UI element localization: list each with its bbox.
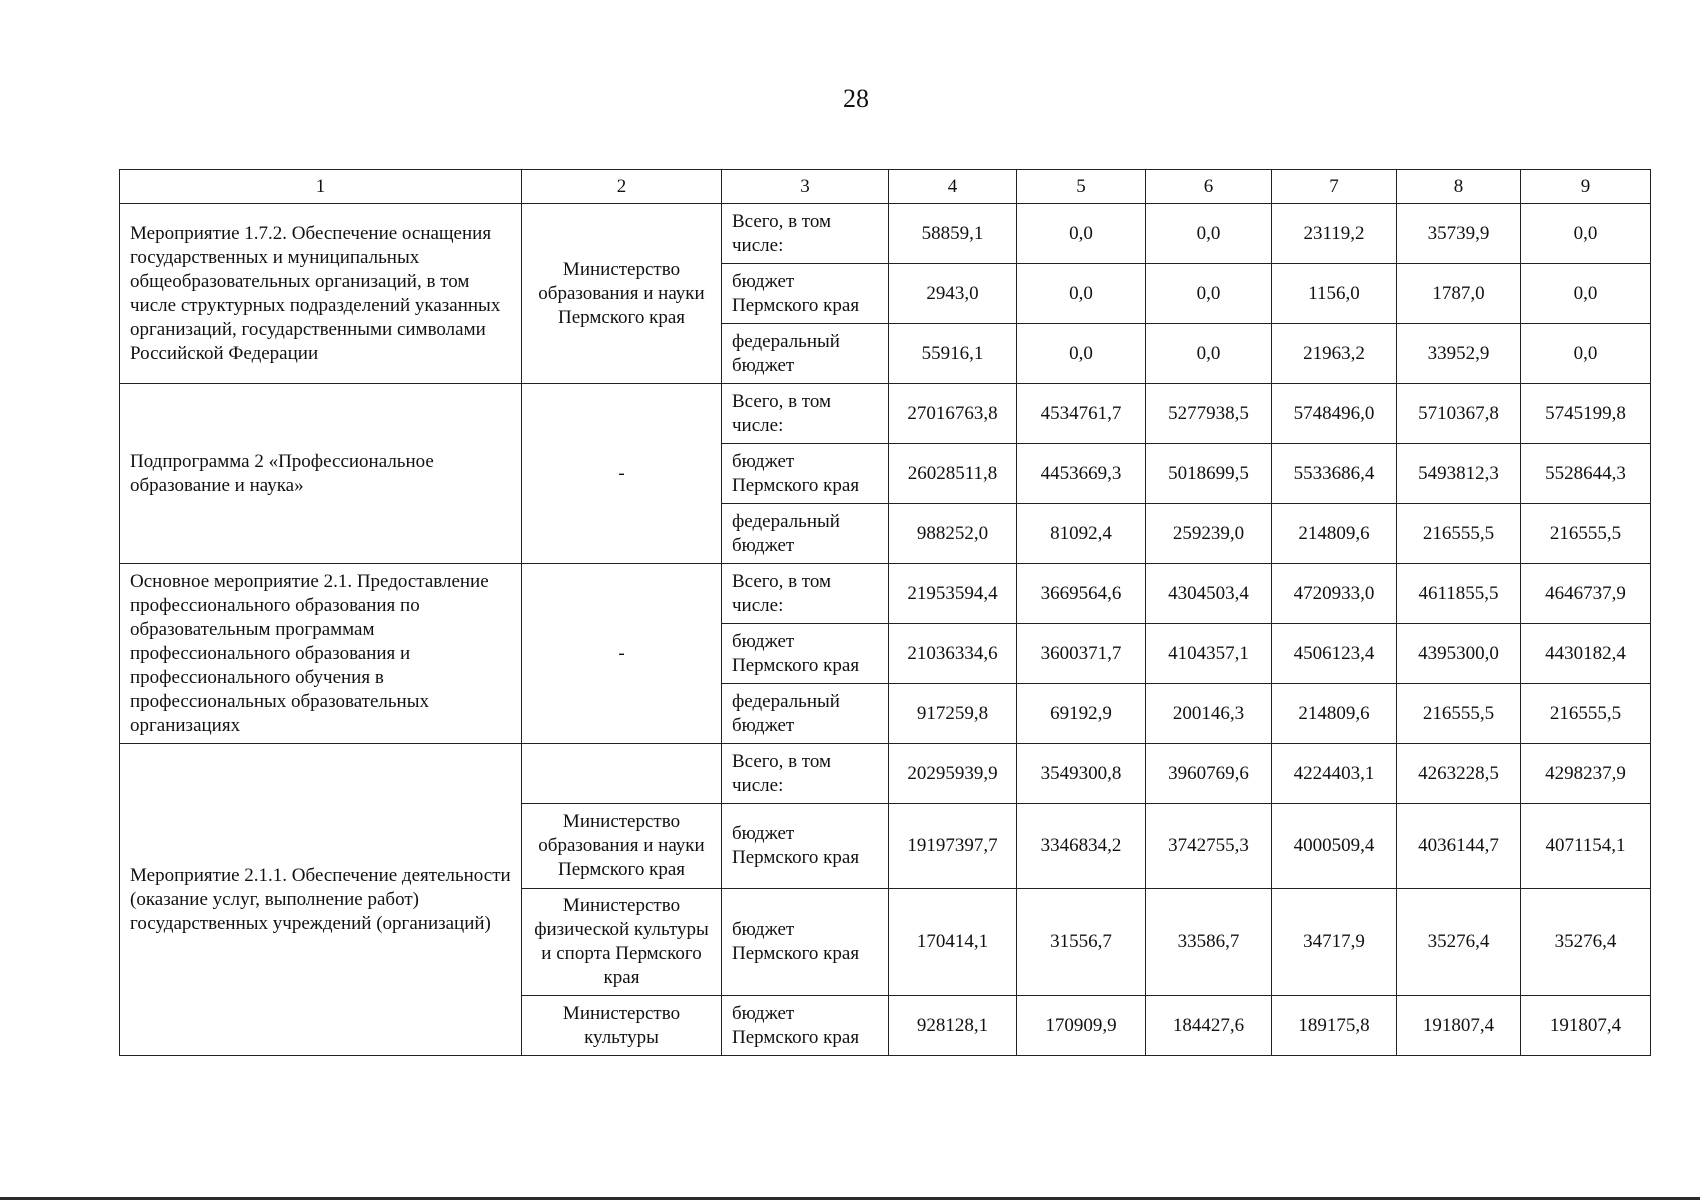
amount-cell: 55916,1 (889, 324, 1017, 384)
amount-cell: 3346834,2 (1017, 804, 1146, 889)
header-cell: 5 (1017, 170, 1146, 204)
funding-source: Всего, в том числе: (722, 744, 889, 804)
amount-cell: 4224403,1 (1272, 744, 1397, 804)
amount-cell: 4263228,5 (1397, 744, 1521, 804)
funding-source: федеральный бюджет (722, 324, 889, 384)
header-row (120, 170, 1651, 204)
amount-cell: 191807,4 (1397, 996, 1521, 1056)
amount-cell: 33952,9 (1397, 324, 1521, 384)
amount-cell: 170909,9 (1017, 996, 1146, 1056)
amount-cell: 214809,6 (1272, 504, 1397, 564)
executor: - (522, 564, 722, 744)
amount-cell: 0,0 (1146, 264, 1272, 324)
funding-source: Всего, в том числе: (722, 384, 889, 444)
header-cell: 1 (120, 170, 522, 204)
amount-cell: 5533686,4 (1272, 444, 1397, 504)
amount-cell: 5018699,5 (1146, 444, 1272, 504)
amount-cell: 4395300,0 (1397, 624, 1521, 684)
amount-cell: 0,0 (1521, 324, 1651, 384)
header-cell: 4 (889, 170, 1017, 204)
amount-cell: 216555,5 (1397, 504, 1521, 564)
header-cell: 8 (1397, 170, 1521, 204)
amount-cell: 5528644,3 (1521, 444, 1651, 504)
amount-cell: 917259,8 (889, 684, 1017, 744)
executor: Министерство культуры (522, 996, 722, 1056)
executor: - (522, 384, 722, 564)
amount-cell: 4104357,1 (1146, 624, 1272, 684)
amount-cell: 3600371,7 (1017, 624, 1146, 684)
table-row (120, 384, 1651, 444)
amount-cell: 4304503,4 (1146, 564, 1272, 624)
header-cell: 9 (1521, 170, 1651, 204)
amount-cell: 21036334,6 (889, 624, 1017, 684)
amount-cell: 2943,0 (889, 264, 1017, 324)
amount-cell: 4534761,7 (1017, 384, 1146, 444)
header-cell: 6 (1146, 170, 1272, 204)
funding-source: бюджет Пермского края (722, 889, 889, 996)
funding-source: бюджет Пермского края (722, 624, 889, 684)
amount-cell: 3960769,6 (1146, 744, 1272, 804)
funding-source: бюджет Пермского края (722, 264, 889, 324)
funding-source: Всего, в том числе: (722, 564, 889, 624)
amount-cell: 259239,0 (1146, 504, 1272, 564)
amount-cell: 200146,3 (1146, 684, 1272, 744)
amount-cell: 214809,6 (1272, 684, 1397, 744)
budget-table (119, 169, 1651, 1056)
table-row (120, 744, 1651, 804)
amount-cell: 3669564,6 (1017, 564, 1146, 624)
amount-cell: 216555,5 (1521, 684, 1651, 744)
amount-cell: 0,0 (1146, 324, 1272, 384)
amount-cell: 0,0 (1146, 204, 1272, 264)
amount-cell: 170414,1 (889, 889, 1017, 996)
funding-source: бюджет Пермского края (722, 996, 889, 1056)
amount-cell: 4646737,9 (1521, 564, 1651, 624)
table-row (120, 564, 1651, 624)
amount-cell: 5710367,8 (1397, 384, 1521, 444)
amount-cell: 4506123,4 (1272, 624, 1397, 684)
amount-cell: 4036144,7 (1397, 804, 1521, 889)
amount-cell: 5277938,5 (1146, 384, 1272, 444)
amount-cell: 1156,0 (1272, 264, 1397, 324)
amount-cell: 23119,2 (1272, 204, 1397, 264)
amount-cell: 5493812,3 (1397, 444, 1521, 504)
amount-cell: 4430182,4 (1521, 624, 1651, 684)
amount-cell: 34717,9 (1272, 889, 1397, 996)
header-cell: 3 (722, 170, 889, 204)
activity-name: Мероприятие 1.7.2. Обеспечение оснащения государственных и муниципальных общеобразовательных организаций, в том числе структурных подразделений указанных организаций, государственными символами Российской Федерации (120, 204, 522, 384)
amount-cell: 3742755,3 (1146, 804, 1272, 889)
amount-cell: 0,0 (1017, 324, 1146, 384)
amount-cell: 0,0 (1017, 264, 1146, 324)
amount-cell: 216555,5 (1521, 504, 1651, 564)
amount-cell: 81092,4 (1017, 504, 1146, 564)
amount-cell: 4000509,4 (1272, 804, 1397, 889)
amount-cell: 5745199,8 (1521, 384, 1651, 444)
amount-cell: 31556,7 (1017, 889, 1146, 996)
amount-cell: 0,0 (1521, 204, 1651, 264)
amount-cell: 1787,0 (1397, 264, 1521, 324)
executor (522, 744, 722, 804)
executor: Министерство образования и науки Пермского края (522, 804, 722, 889)
funding-source: Всего, в том числе: (722, 204, 889, 264)
header-cell: 7 (1272, 170, 1397, 204)
funding-source: федеральный бюджет (722, 504, 889, 564)
amount-cell: 4298237,9 (1521, 744, 1651, 804)
amount-cell: 189175,8 (1272, 996, 1397, 1056)
amount-cell: 35276,4 (1521, 889, 1651, 996)
amount-cell: 5748496,0 (1272, 384, 1397, 444)
amount-cell: 4453669,3 (1017, 444, 1146, 504)
amount-cell: 988252,0 (889, 504, 1017, 564)
activity-name: Подпрограмма 2 «Профессиональное образование и наука» (120, 384, 522, 564)
amount-cell: 4720933,0 (1272, 564, 1397, 624)
executor: Министерство физической культуры и спорта Пермского края (522, 889, 722, 996)
amount-cell: 4611855,5 (1397, 564, 1521, 624)
table-row (120, 204, 1651, 264)
amount-cell: 4071154,1 (1521, 804, 1651, 889)
amount-cell: 216555,5 (1397, 684, 1521, 744)
amount-cell: 0,0 (1017, 204, 1146, 264)
funding-source: бюджет Пермского края (722, 804, 889, 889)
amount-cell: 33586,7 (1146, 889, 1272, 996)
amount-cell: 928128,1 (889, 996, 1017, 1056)
amount-cell: 35739,9 (1397, 204, 1521, 264)
activity-name: Основное мероприятие 2.1. Предоставление профессионального образования по образовательным программам профессионального образования и профессионального обучения в профессиональных образовательных организациях (120, 564, 522, 744)
amount-cell: 0,0 (1521, 264, 1651, 324)
funding-source: бюджет Пермского края (722, 444, 889, 504)
amount-cell: 184427,6 (1146, 996, 1272, 1056)
executor: Министерство образования и науки Пермского края (522, 204, 722, 384)
amount-cell: 58859,1 (889, 204, 1017, 264)
amount-cell: 27016763,8 (889, 384, 1017, 444)
page-number: 28 (843, 84, 869, 113)
header-cell: 2 (522, 170, 722, 204)
activity-name: Мероприятие 2.1.1. Обеспечение деятельности (оказание услуг, выполнение работ) государственных учреждений (организаций) (120, 744, 522, 1056)
amount-cell: 26028511,8 (889, 444, 1017, 504)
amount-cell: 21953594,4 (889, 564, 1017, 624)
amount-cell: 191807,4 (1521, 996, 1651, 1056)
amount-cell: 69192,9 (1017, 684, 1146, 744)
amount-cell: 3549300,8 (1017, 744, 1146, 804)
amount-cell: 19197397,7 (889, 804, 1017, 889)
amount-cell: 20295939,9 (889, 744, 1017, 804)
amount-cell: 21963,2 (1272, 324, 1397, 384)
funding-source: федеральный бюджет (722, 684, 889, 744)
amount-cell: 35276,4 (1397, 889, 1521, 996)
